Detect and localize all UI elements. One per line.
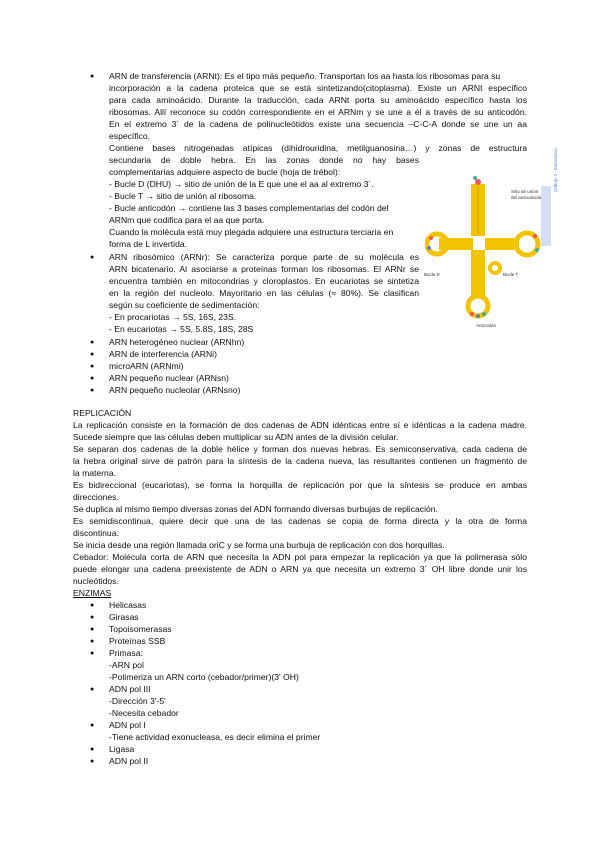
bullet-icon: ● bbox=[90, 722, 95, 729]
acceptor-stem bbox=[471, 176, 485, 236]
trna-detail-line: - Bucle T → sitio de unión al ribosoma. bbox=[109, 191, 257, 201]
rrna-line: - En eucariotas → 5S, 5.8S, 18S, 28S bbox=[109, 324, 254, 334]
bullet-icon: ● bbox=[90, 686, 95, 693]
rrna-line: - En procariotas → 5S, 16S, 23S. bbox=[109, 312, 237, 322]
bullet-icon: ● bbox=[90, 638, 95, 645]
bullet-icon: ● bbox=[90, 387, 95, 394]
replicacion-line: Sucede siempre que las células deben multiplicar su ADN antes de la división celular. bbox=[73, 432, 399, 442]
trna-detail-line: secundaria de doble hebra. En las zonas donde no hay bases bbox=[109, 155, 419, 165]
figure-label: Bucle T bbox=[503, 272, 519, 277]
replicacion-line: Se separan dos cadenas de la doble hélice y forman dos nuevas hebras. Es semiconservativa, cada cadena de bbox=[73, 444, 527, 454]
bullet-icon: ● bbox=[90, 650, 95, 657]
enzima-item: ADN pol I bbox=[109, 720, 146, 730]
figure-label: Bucle D bbox=[424, 272, 440, 277]
replicacion-line: puede elongar una cadena preexistente de ADN o ARN ya que necesita un extremo 3´ OH libre donde unir los bbox=[73, 564, 527, 574]
bullet-icon: ● bbox=[90, 339, 95, 346]
bullet-icon: ● bbox=[90, 375, 95, 382]
bullet-icon: ● bbox=[90, 602, 95, 609]
arn-type-item: ARN de interferencia (ARNi) bbox=[109, 349, 217, 359]
enzima-item: ADN pol II bbox=[109, 756, 149, 766]
bullet-icon: ● bbox=[90, 626, 95, 633]
replicacion-line: Se inicia desde una región llamada oriC y se forma una burbuja de replicación con dos horquillas. bbox=[73, 540, 445, 550]
trna-detail-line: Cuando la molécula está muy plegada adquiere una estructura terciaria en bbox=[109, 227, 394, 237]
rrna-line: ARN bicatenario. Al asociarse a proteínas forman los ribosomas. El ARNr se bbox=[109, 264, 419, 274]
enzima-sub-item: -ARN pol bbox=[109, 660, 144, 670]
enzima-sub-item: -Dirección 3'-5' bbox=[109, 696, 166, 706]
rrna-line: en la región del nucleolo. Mayoritario en las células (≈ 80%). Se clasifican bbox=[109, 288, 419, 298]
bullet-icon: ● bbox=[90, 746, 95, 753]
enzima-sub-item: -Necesita cebador bbox=[109, 708, 179, 718]
enzima-item: Proteínas SSB bbox=[109, 636, 166, 646]
t-loop bbox=[485, 233, 539, 255]
enzima-item: Primasa: bbox=[109, 648, 143, 658]
replicacion-line: Cebador: Molécula corta de ARN que necesita la ADN pol para empezar la replicación ya que la polimerasa sólo bbox=[73, 552, 527, 562]
arn-type-item: ARN pequeño nuclear (ARNsn) bbox=[109, 373, 229, 383]
anticodon-stem bbox=[468, 250, 488, 318]
arn-type-item: microARN (ARNmi) bbox=[109, 361, 184, 371]
trna-detail-line: - Bucle D (DHU) → sitio de unión de la E que une el aa al extremo 3´. bbox=[109, 179, 374, 189]
figure-label: del aminoácido bbox=[511, 195, 542, 200]
trna-paragraph-line: específico. bbox=[109, 131, 151, 141]
bullet-icon: ● bbox=[90, 363, 95, 370]
bullet-icon: ● bbox=[90, 758, 95, 765]
enzima-item: Helicasas bbox=[109, 600, 147, 610]
trna-paragraph-line: En el extremo 3´ de la cadena de polinucleótidos existe una secuencia –C-C-A donde se une un aa bbox=[109, 119, 527, 129]
rrna-line: ARN ribosómico (ARNr): Se caracteriza porque parte de su molécula es bbox=[109, 252, 419, 262]
bullet-icon: ● bbox=[90, 254, 95, 261]
enzima-item: Girasas bbox=[109, 612, 139, 622]
enzimas-heading: ENZIMAS bbox=[73, 588, 112, 598]
replicacion-line: Se duplica al mismo tiempo diversas zonas del ADN formando diversas burbujas de replicación. bbox=[73, 504, 438, 514]
trna-detail-line: complementarias adquiere aspecto de bucle (hoja de trébol): bbox=[109, 167, 341, 177]
arn-type-item: ARN pequeño nucleolar (ARNsno) bbox=[109, 385, 241, 395]
replicacion-line: La replicación consiste en la formación de dos cadenas de ADN idénticas entre sí e idénticas a la cadena madre. bbox=[73, 420, 527, 430]
replicacion-line: direcciones. bbox=[73, 492, 119, 502]
figure-side-label: (Dibujo 2 - Estructura) bbox=[553, 147, 558, 192]
bullet-icon: ● bbox=[90, 73, 95, 80]
enzima-item: Topoisomerasas bbox=[109, 624, 172, 634]
trna-paragraph-line: ARN de transferencia (ARNt): Es el tipo más pequeño. Transportan los aa hasta los ribosomas para su bbox=[109, 71, 501, 81]
trna-detail-line: Contiene bases nitrogenadas atípicas (dihidrouridina, metilguanosina…) y zonas de estructura bbox=[109, 143, 527, 153]
replicacion-line: Es semidiscontinua, quiere decir que una de las cadenas se copia de forma directa y la otra de forma bbox=[73, 516, 527, 526]
rrna-line: según su coeficiente de sedimentación: bbox=[109, 300, 260, 310]
trna-detail-line: - Bucle anticodón → contiene las 3 bases complementarias del codón del bbox=[109, 203, 389, 213]
enzima-sub-item: -Polimeriza un ARN corto (cebador/primer)(3' OH) bbox=[109, 672, 299, 682]
enzima-item: ADN pol III bbox=[109, 684, 151, 694]
replicacion-line: la materna. bbox=[73, 468, 116, 478]
replicacion-line: la hebra original sirve de patrón para la síntesis de la cadena nueva, las resultantes contienen un fragmento de bbox=[73, 456, 527, 466]
enzima-sub-item: -Tiene actividad exonucleasa, es decir elimina el primer bbox=[109, 732, 321, 742]
trna-paragraph-line: incorporación a la cadena proteica que se está sintetizando(citoplasma). Existe un ARNt específico bbox=[109, 83, 527, 93]
replicacion-line: nucleótidos. bbox=[73, 576, 119, 586]
trna-paragraph-line: ribosomas. Allí reconoce su codón correspondiente en el ARNm y se une a él a través de su anticodón. bbox=[109, 107, 527, 117]
replicacion-line: discontinua. bbox=[73, 528, 119, 538]
figure-label: Sitio de unión bbox=[511, 189, 539, 194]
enzima-item: Ligasa bbox=[109, 744, 135, 754]
trna-detail-line: forma de L invertida. bbox=[109, 239, 188, 249]
trna-paragraph-line: para cada aminoácido. Durante la traducción, cada ARNt porta su aminoácido específico hasta los bbox=[109, 95, 527, 105]
figure-label: Anticodón bbox=[476, 323, 497, 328]
side-label-band bbox=[541, 186, 551, 246]
variable-loop bbox=[490, 263, 500, 273]
rrna-line: encuentra también en mitocondrias y cloroplastos. En eucariotas se sintetiza bbox=[109, 276, 419, 286]
arn-type-item: ARN heterogéneo nuclear (ARNhn) bbox=[109, 337, 245, 347]
trna-detail-line: ARNm que codifica para el aa que porta. bbox=[109, 215, 265, 225]
bullet-icon: ● bbox=[90, 351, 95, 358]
replicacion-heading: REPLICACIÓN bbox=[73, 408, 132, 418]
replicacion-line: Es bidireccional (eucariotas), se forma la horquilla de replicación por que la síntesis se produce en ambas bbox=[73, 480, 527, 490]
bullet-icon: ● bbox=[90, 614, 95, 621]
d-loop bbox=[427, 234, 473, 254]
